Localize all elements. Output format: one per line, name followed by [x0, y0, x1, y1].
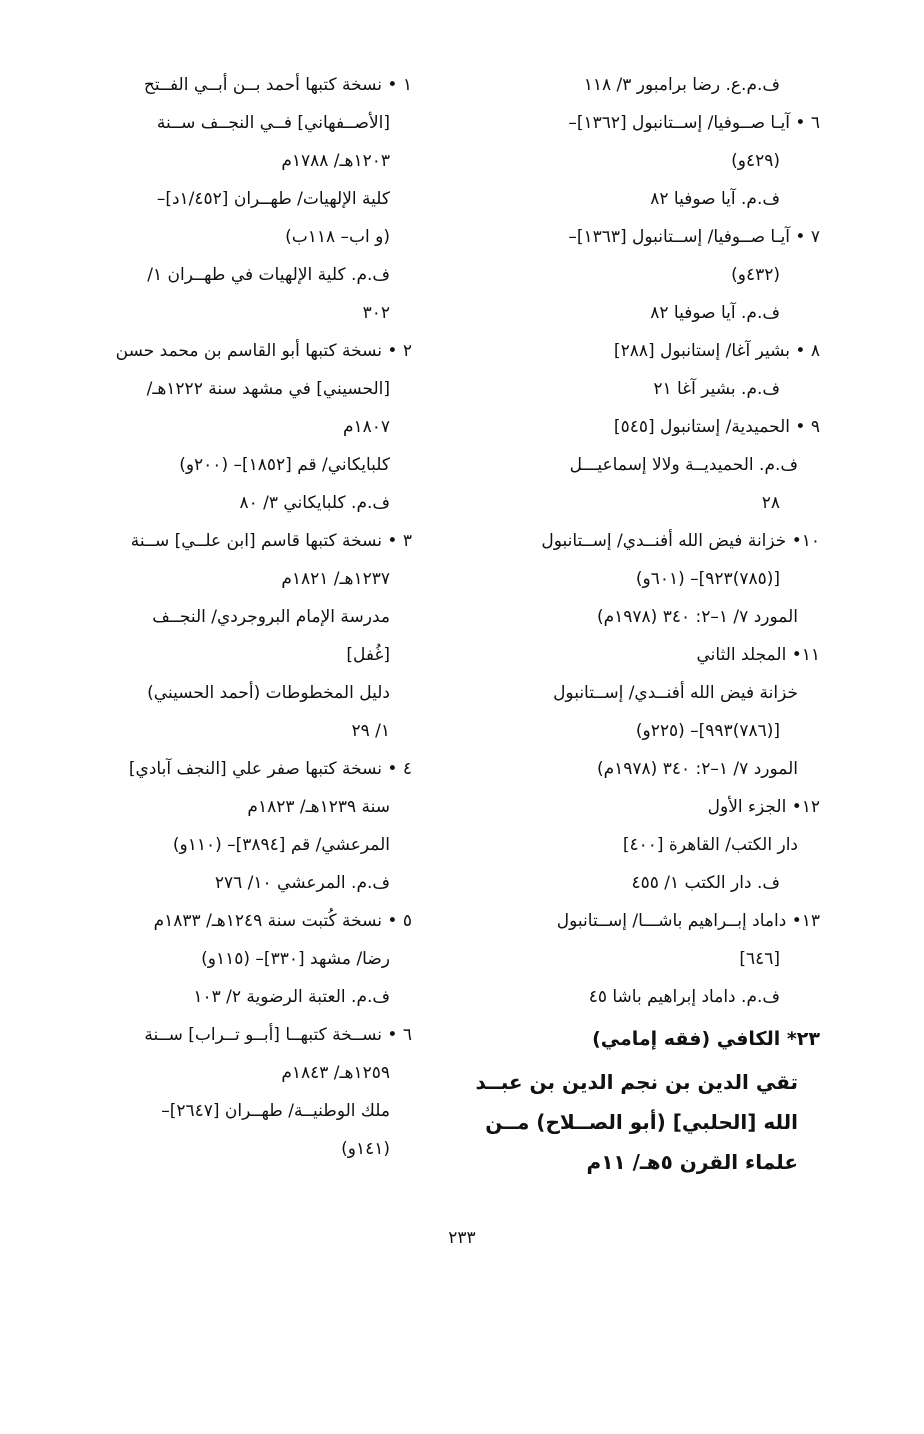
text-line: ١٢٥٩هـ/ ١٨٤٣م [281, 1063, 390, 1083]
text-line: ٢٨ [761, 493, 780, 513]
text-line: [الحسيني] في مشهد سنة ١٢٢٢هـ/ [146, 379, 390, 399]
text-line: (١٤١و) [341, 1139, 390, 1159]
author-line: علماء القرن ٥هـ/ ١١م [586, 1150, 798, 1174]
text-line: دليل المخطوطات (أحمد الحسيني) [147, 683, 390, 703]
text-line: ف.م. آيا صوفيا ٨٢ [650, 303, 780, 323]
page-number: ٢٣٣ [448, 1228, 476, 1248]
text-line: (٤٢٩و) [731, 151, 780, 171]
text-line: ١٨٠٧م [342, 417, 390, 437]
text-line: ١٠• خزانة فيض الله أفنــدي/ إســتانبول [541, 531, 820, 551]
text-line: [(٧٨٥)٩٢٣]– (٦٠١و) [635, 569, 780, 589]
text-line: ٧ • آيـا صــوفيا/ إســتانبول [١٣٦٣]– [568, 227, 820, 247]
author-line: تقي الدين بن نجم الدين بن عبــد [475, 1070, 798, 1094]
text-line: ف.م.ع. رضا برامبور ٣/ ١١٨ [583, 75, 780, 95]
text-line: [الأصــفهاني] فــي النجــف ســنة [156, 113, 390, 133]
text-line: ٣ • نسخة كتبها قاسم [ابن علــي] ســنة [130, 531, 412, 551]
text-line: ملك الوطنيــة/ طهــران [٢٦٤٧]– [161, 1101, 390, 1121]
text-line: ٢ • نسخة كتبها أبو القاسم بن محمد حسن [115, 341, 412, 361]
text-line: [(٧٨٦)٩٩٣]– (٢٢٥و) [635, 721, 780, 741]
text-line: ٤ • نسخة كتبها صفر علي [النجف آبادي] [128, 759, 412, 779]
text-line: ١٢٣٧هـ/ ١٨٢١م [281, 569, 390, 589]
text-line: ١١• المجلد الثاني [696, 645, 820, 665]
text-line: ٦ • نســخة كتبهــا [أبــو تــراب] ســنة [144, 1025, 412, 1045]
text-line: ف.م. آيا صوفيا ٨٢ [650, 189, 780, 209]
text-line: المورد ٧/ ١–٢: ٣٤٠ (١٩٧٨م) [596, 759, 798, 779]
text-line: (٤٣٢و) [731, 265, 780, 285]
author-line: الله [الحلبي] (أبو الصــلاح) مــن [485, 1110, 798, 1134]
entry-heading: ٢٣* الكافي (فقه إمامي) [592, 1028, 820, 1050]
text-line: ف.م. العتبة الرضوية ٢/ ١٠٣ [193, 987, 390, 1007]
text-line: [٦٤٦] [739, 949, 780, 969]
text-line: ف.م. داماد إبراهيم باشا ٤٥ [588, 987, 780, 1007]
text-line: ١ • نسخة كتبها أحمد بــن أبــي الفــتح [143, 75, 412, 95]
text-line: ف.م. كلبايكاني ٣/ ٨٠ [239, 493, 390, 513]
text-line: ف.م. بشير آغا ٢١ [653, 379, 780, 399]
text-line: مدرسة الإمام البروجردي/ النجــف [152, 607, 390, 627]
right-column [475, 66, 820, 1182]
text-line: ف. دار الكتب ١/ ٤٥٥ [631, 873, 780, 893]
text-line: ف.م. المرعشي ١٠/ ٢٧٦ [214, 873, 390, 893]
text-line: ف.م. كلية الإلهيات في طهــران ١/ [147, 265, 390, 285]
text-line: ١٣• داماد إبــراهيم باشـــا/ إســتانبول [556, 911, 820, 931]
text-line: كلبايكاني/ قم [١٨٥٢]– (٢٠٠و) [179, 455, 390, 475]
text-line: ٣٠٢ [362, 303, 390, 323]
text-line: سنة ١٢٣٩هـ/ ١٨٢٣م [247, 797, 390, 817]
text-line: دار الكتب/ القاهرة [٤٠٠] [622, 835, 798, 855]
text-line: [غُفل] [346, 645, 390, 665]
text-line: (و اب– ١١٨ب) [285, 227, 390, 247]
text-line: ١/ ٢٩ [351, 721, 390, 741]
text-line: ٩ • الحميدية/ إستانبول [٥٤٥] [613, 417, 820, 437]
left-column [96, 66, 412, 1168]
text-line: رضا/ مشهد [٣٣٠]– (١١٥و) [201, 949, 390, 969]
text-line: خزانة فيض الله أفنــدي/ إســتانبول [553, 683, 798, 703]
text-line: كلية الإلهيات/ طهــران [١/٤٥٢د]– [156, 189, 390, 209]
text-line: ٥ • نسخة كُتبت سنة ١٢٤٩هـ/ ١٨٣٣م [153, 911, 412, 931]
text-line: ١٢• الجزء الأول [707, 797, 820, 817]
text-line: ٦ • آيـا صــوفيا/ إســتانبول [١٣٦٢]– [568, 113, 820, 133]
text-line: ٨ • بشير آغا/ إستانبول [٢٨٨] [613, 341, 820, 361]
text-line: ف.م. الحميديــة ولالا إسماعيـــل [569, 455, 798, 475]
text-line: ١٢٠٣هـ/ ١٧٨٨م [281, 151, 390, 171]
text-line: المرعشي/ قم [٣٨٩٤]– (١١٠و) [172, 835, 390, 855]
text-line: المورد ٧/ ١–٢: ٣٤٠ (١٩٧٨م) [596, 607, 798, 627]
